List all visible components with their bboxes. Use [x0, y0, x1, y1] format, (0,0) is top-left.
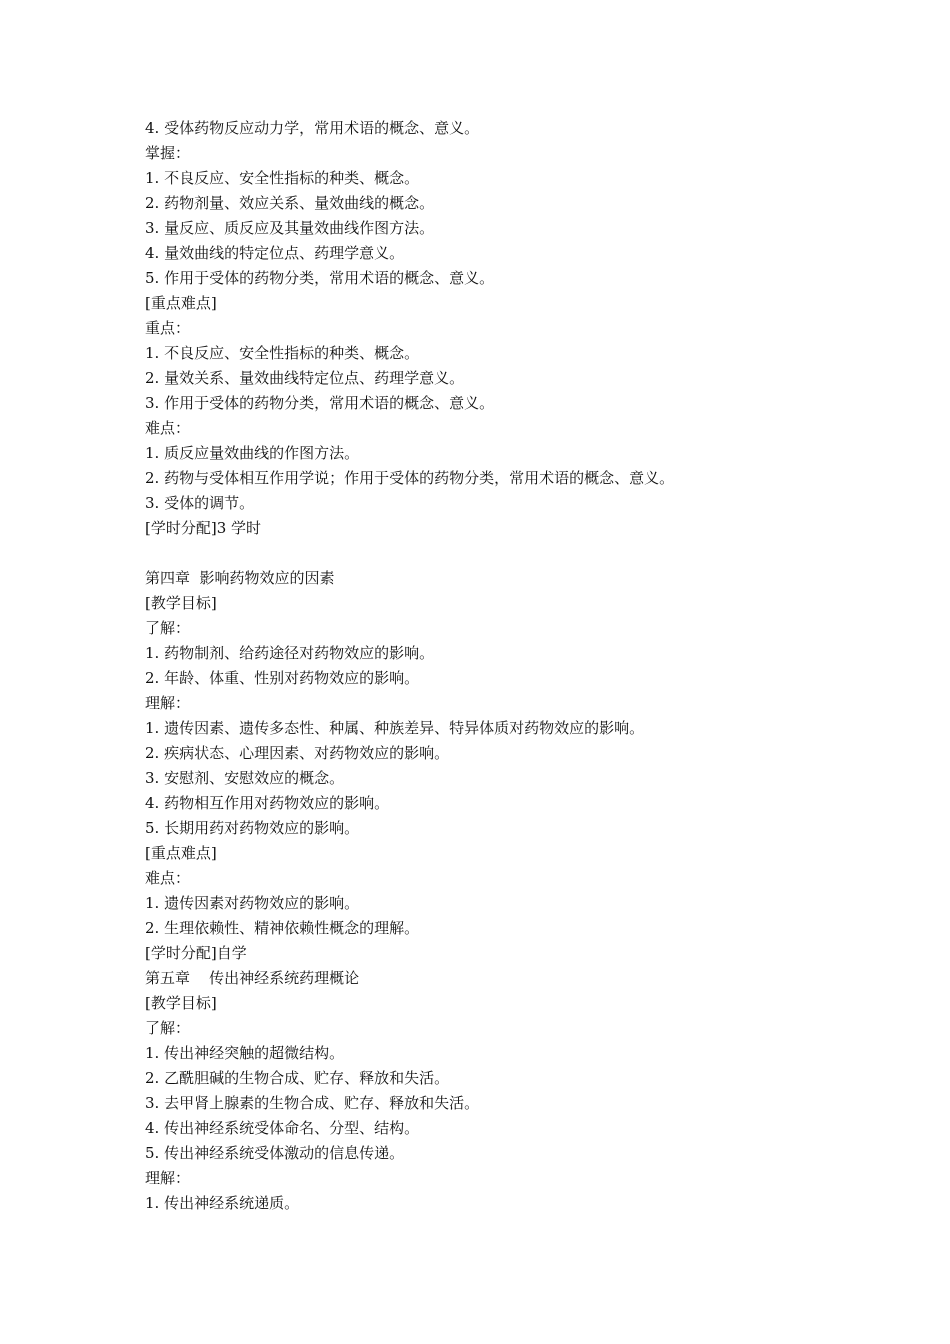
list-item: 5. 传出神经系统受体激动的信息传递。: [145, 1144, 405, 1162]
text-line: 4. 受体药物反应动力学，常用术语的概念、意义。: [145, 119, 480, 137]
list-item: 3. 去甲肾上腺素的生物合成、贮存、释放和失活。: [145, 1094, 480, 1112]
blank-line: [145, 541, 845, 566]
document-body: [145, 116, 845, 1216]
list-item: 1. 遗传因素对药物效应的影响。: [145, 894, 360, 912]
list-item: 1. 不良反应、安全性指标的种类、概念。: [145, 344, 420, 362]
section-heading: [重点难点]: [145, 294, 217, 312]
list-item: 1. 遗传因素、遗传多态性、种属、种族差异、特异体质对药物效应的影响。: [145, 719, 645, 737]
list-item: 2. 生理依赖性、精神依赖性概念的理解。: [145, 919, 420, 937]
section-label: 理解：: [145, 694, 191, 712]
section-label: 重点：: [145, 319, 191, 337]
section-heading: [教学目标]: [145, 594, 217, 612]
list-item: 4. 传出神经系统受体命名、分型、结构。: [145, 1119, 420, 1137]
list-item: 3. 量反应、质反应及其量效曲线作图方法。: [145, 219, 435, 237]
section-heading: [重点难点]: [145, 844, 217, 862]
list-item: 2. 乙酰胆碱的生物合成、贮存、释放和失活。: [145, 1069, 450, 1087]
section-label: 了解：: [145, 1019, 191, 1037]
list-item: 2. 药物剂量、效应关系、量效曲线的概念。: [145, 194, 435, 212]
list-item: 1. 药物制剂、给药途径对药物效应的影响。: [145, 644, 435, 662]
section-label: 了解：: [145, 619, 191, 637]
list-item: 5. 作用于受体的药物分类，常用术语的概念、意义。: [145, 269, 495, 287]
list-item: 1. 传出神经系统递质。: [145, 1194, 300, 1212]
list-item: 5. 长期用药对药物效应的影响。: [145, 819, 360, 837]
section-label: 难点：: [145, 419, 191, 437]
list-item: 3. 安慰剂、安慰效应的概念。: [145, 769, 345, 787]
section-label: 难点：: [145, 869, 191, 887]
list-item: 1. 不良反应、安全性指标的种类、概念。: [145, 169, 420, 187]
section-heading: [教学目标]: [145, 994, 217, 1012]
list-item: 2. 疾病状态、心理因素、对药物效应的影响。: [145, 744, 450, 762]
list-item: 1. 质反应量效曲线的作图方法。: [145, 444, 360, 462]
list-item: 1. 传出神经突触的超微结构。: [145, 1044, 345, 1062]
hours-allocation: [学时分配]自学: [145, 944, 247, 962]
list-item: 2. 量效关系、量效曲线特定位点、药理学意义。: [145, 369, 465, 387]
list-item: 4. 药物相互作用对药物效应的影响。: [145, 794, 390, 812]
list-item: 2. 年龄、体重、性别对药物效应的影响。: [145, 669, 420, 687]
list-item: 2. 药物与受体相互作用学说；作用于受体的药物分类，常用术语的概念、意义。: [145, 469, 675, 487]
section-label: 掌握：: [145, 144, 191, 162]
list-item: 4. 量效曲线的特定位点、药理学意义。: [145, 244, 405, 262]
list-item: 3. 作用于受体的药物分类，常用术语的概念、意义。: [145, 394, 495, 412]
list-item: 3. 受体的调节。: [145, 494, 255, 512]
section-label: 理解：: [145, 1169, 191, 1187]
hours-allocation: [学时分配]3 学时: [145, 519, 262, 537]
chapter-title: 第五章 传出神经系统药理概论: [145, 969, 360, 987]
chapter-title: 第四章 影响药物效应的因素: [145, 569, 335, 587]
